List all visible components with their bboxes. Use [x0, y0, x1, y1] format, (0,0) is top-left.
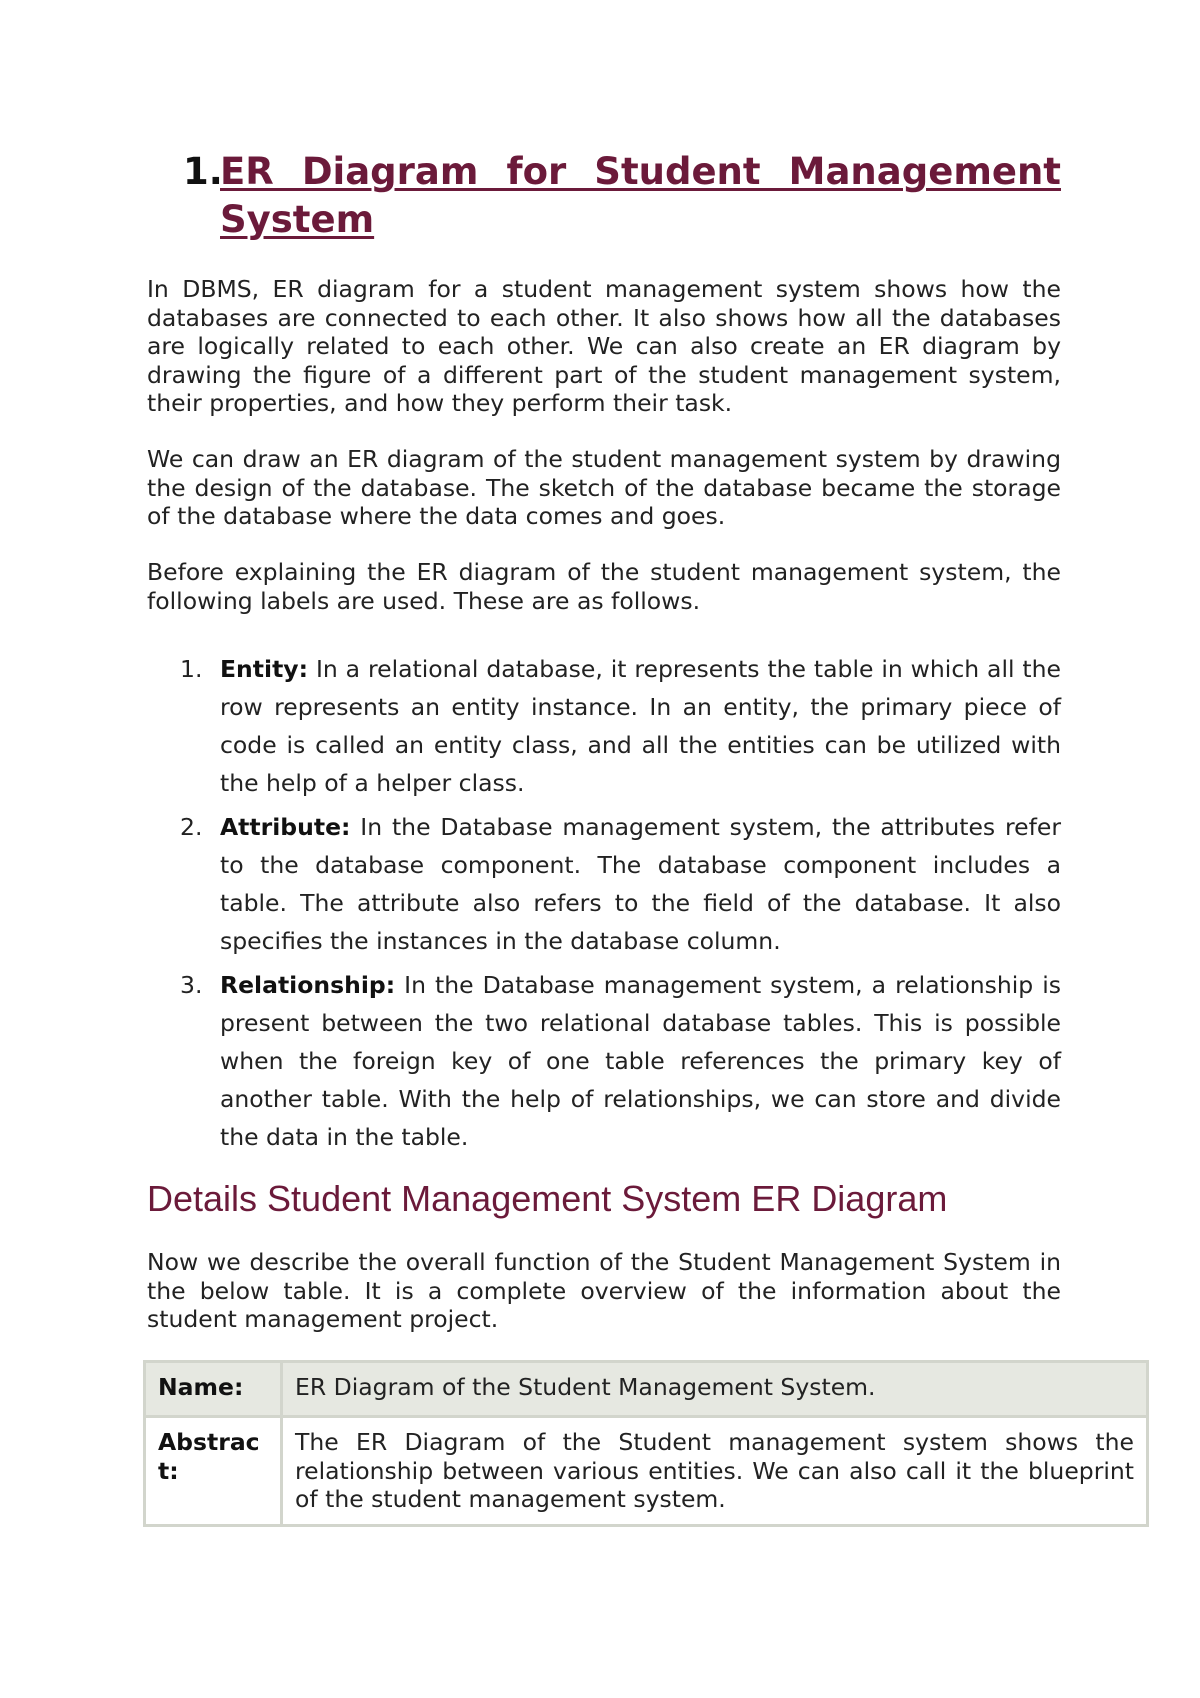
list-index: 1. [180, 655, 203, 683]
labels-paragraph: Before explaining the ER diagram of the student management system, the following labels are used. These are as follows. [147, 558, 1061, 615]
list-term: Attribute: [220, 813, 351, 841]
list-item-relationship [147, 966, 1061, 1156]
intro-paragraph: In DBMS, ER diagram for a student management system shows how the databases are connected to each other. It also shows how all the databases are logically related to each other. We can also create an ER diagram by drawing the figure of a different part of the student management system, their properties, and how they perform their task. [147, 275, 1061, 417]
table-label-cell: Abstract: [145, 1417, 282, 1526]
list-index: 3. [180, 971, 203, 999]
list-text: In the Database management system, a relationship is present between the two relational database tables. This is possible when the foreign key of one table references the primary key of another table. With the help of relationships, we can store and divide the data in the table. [220, 971, 1061, 1151]
list-item-attribute [147, 808, 1061, 960]
labels-list [147, 650, 1061, 1162]
table-row [145, 1362, 1148, 1417]
section-intro-paragraph: Now we describe the overall function of the Student Management System in the below table. It is a complete overview of the information about the student management project. [147, 1248, 1061, 1333]
list-item-entity [147, 650, 1061, 802]
heading-number: 1. [183, 150, 223, 193]
page-title [183, 148, 1061, 244]
project-info-table [143, 1360, 1149, 1527]
table-label-cell: Name: [145, 1362, 282, 1417]
design-paragraph: We can draw an ER diagram of the student management system by drawing the design of the database. The sketch of the database became the storage of the database where the data comes and goes. [147, 445, 1061, 530]
table-value-cell: The ER Diagram of the Student management system shows the relationship between various entities. We can also call it the blueprint of the student management system. [282, 1417, 1148, 1526]
table-value-cell: ER Diagram of the Student Management System. [282, 1362, 1148, 1417]
list-term: Relationship: [220, 971, 396, 999]
section-heading: Details Student Management System ER Diagram [147, 1178, 948, 1219]
list-text: In the Database management system, the attributes refer to the database component. The database component includes a table. The attribute also refers to the field of the database. It also specifies the instances in the database column. [220, 813, 1061, 955]
list-index: 2. [180, 813, 203, 841]
heading-title-link[interactable]: ER Diagram for Student Management System [220, 150, 1061, 241]
list-text: In a relational database, it represents the table in which all the row represents an entity instance. In an entity, the primary piece of code is called an entity class, and all the entities can be utilized with the help of a helper class. [220, 655, 1061, 797]
list-term: Entity: [220, 655, 309, 683]
table-row [145, 1417, 1148, 1526]
